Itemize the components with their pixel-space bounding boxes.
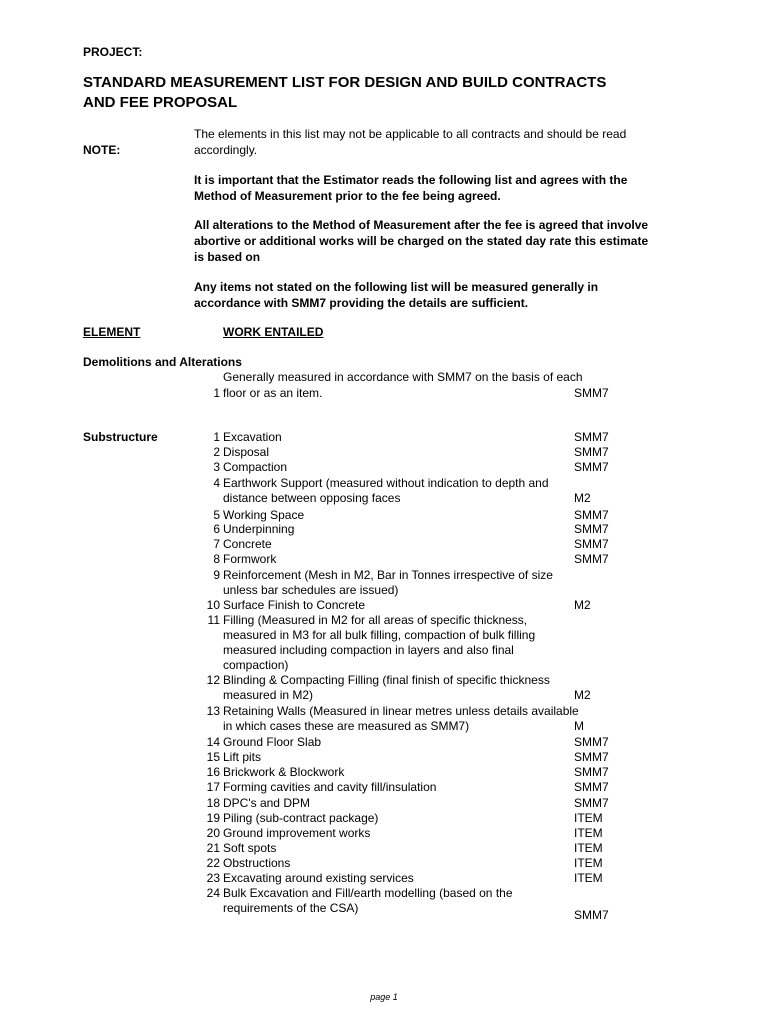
substructure-item-number: 14	[206, 735, 220, 749]
substructure-item-number: 3	[213, 460, 220, 474]
substructure-item-text: Surface Finish to Concrete	[223, 598, 366, 612]
substructure-item-number: 23	[206, 871, 220, 885]
substructure-item-unit: M2	[574, 688, 591, 702]
column-heading-element: ELEMENT	[83, 325, 141, 339]
substructure-item-text: Excavating around existing services	[223, 871, 414, 885]
substructure-item-text: Bulk Excavation and Fill/earth modelling (based on the	[223, 886, 513, 900]
substructure-item-unit: SMM7	[574, 735, 609, 749]
substructure-item-number: 6	[213, 522, 220, 536]
substructure-item-unit: M	[574, 719, 584, 733]
substructure-item-unit: SMM7	[574, 522, 609, 536]
note-paragraph-3: All alterations to the Method of Measurement after the fee is agreed that involve abortive or additional works will be charged on the stated day rate this estimate is based on	[194, 218, 649, 264]
document-title-line-1: STANDARD MEASUREMENT LIST FOR DESIGN AND BUILD CONTRACTS	[83, 74, 607, 91]
substructure-item-number: 20	[206, 826, 220, 840]
demolitions-item-number: 1	[213, 386, 220, 400]
substructure-item-number: 24	[206, 886, 220, 900]
substructure-item-unit: SMM7	[574, 537, 609, 551]
section-heading-demolitions: Demolitions and Alterations	[83, 355, 242, 369]
page-number: page 1	[370, 992, 398, 1002]
note-paragraph-1: The elements in this list may not be applicable to all contracts and should be read accordingly.	[194, 127, 627, 157]
substructure-item-text: Underpinning	[223, 522, 295, 536]
substructure-item-number: 7	[213, 537, 220, 551]
substructure-item-text: Disposal	[223, 445, 270, 459]
substructure-item-unit: ITEM	[574, 811, 603, 825]
substructure-item-unit: SMM7	[574, 750, 609, 764]
demolitions-item-line-1: Generally measured in accordance with SMM7 on the basis of each	[223, 370, 583, 384]
section-heading-substructure: Substructure	[83, 430, 158, 444]
substructure-item-unit: SMM7	[574, 908, 609, 922]
substructure-item-text: Formwork	[223, 552, 277, 566]
substructure-item-number: 4	[213, 476, 220, 490]
substructure-item-number: 18	[206, 796, 220, 810]
substructure-item-text: Ground Floor Slab	[223, 735, 322, 749]
note-label: NOTE:	[83, 143, 121, 157]
substructure-item-number: 19	[206, 811, 220, 825]
substructure-item-text: unless bar schedules are issued)	[223, 583, 399, 597]
substructure-item-unit: ITEM	[574, 856, 603, 870]
substructure-item-unit: SMM7	[574, 508, 609, 522]
substructure-item-text: measured in M3 for all bulk filling, compaction of bulk filling	[223, 628, 536, 642]
substructure-item-number: 12	[206, 673, 220, 687]
substructure-item-unit: ITEM	[574, 871, 603, 885]
demolitions-item-unit: SMM7	[574, 386, 609, 400]
substructure-item-number: 21	[206, 841, 220, 855]
substructure-item-unit: ITEM	[574, 841, 603, 855]
substructure-item-text: requirements of the CSA)	[223, 901, 359, 915]
substructure-item-text: Lift pits	[223, 750, 262, 764]
substructure-item-unit: SMM7	[574, 765, 609, 779]
substructure-item-number: 22	[206, 856, 220, 870]
substructure-item-number: 17	[206, 780, 220, 794]
substructure-item-text: Retaining Walls (Measured in linear metres unless details available	[223, 704, 579, 718]
substructure-item-text: Obstructions	[223, 856, 291, 870]
substructure-item-number: 5	[213, 508, 220, 522]
substructure-item-text: Filling (Measured in M2 for all areas of specific thickness,	[223, 613, 528, 627]
substructure-item-number: 8	[213, 552, 220, 566]
substructure-item-unit: SMM7	[574, 445, 609, 459]
substructure-item-text: Blinding & Compacting Filling (final finish of specific thickness	[223, 673, 550, 687]
document-title-line-2: AND FEE PROPOSAL	[83, 94, 238, 111]
substructure-item-text: Forming cavities and cavity fill/insulation	[223, 780, 437, 794]
substructure-item-text: DPC's and DPM	[223, 796, 310, 810]
substructure-item-text: Soft spots	[223, 841, 277, 855]
substructure-item-text: Working Space	[223, 508, 305, 522]
substructure-item-text: Earthwork Support (measured without indication to depth and	[223, 476, 549, 490]
substructure-item-text: Concrete	[223, 537, 272, 551]
substructure-item-unit: M2	[574, 491, 591, 505]
substructure-item-number: 2	[213, 445, 220, 459]
substructure-item-text: Piling (sub-contract package)	[223, 811, 379, 825]
substructure-item-unit: SMM7	[574, 796, 609, 810]
substructure-item-text: measured including compaction in layers and also final	[223, 643, 514, 657]
substructure-item-number: 10	[206, 598, 220, 612]
project-label: PROJECT:	[83, 45, 143, 59]
substructure-item-unit: SMM7	[574, 552, 609, 566]
substructure-item-text: measured in M2)	[223, 688, 314, 702]
substructure-item-unit: SMM7	[574, 460, 609, 474]
substructure-item-number: 11	[207, 613, 220, 627]
column-heading-work-entailed: WORK ENTAILED	[223, 325, 324, 339]
substructure-item-text: Reinforcement (Mesh in M2, Bar in Tonnes irrespective of size	[223, 568, 553, 582]
substructure-item-number: 15	[206, 750, 220, 764]
substructure-item-text: distance between opposing faces	[223, 491, 401, 505]
demolitions-item-line-2: floor or as an item.	[223, 386, 323, 400]
substructure-item-text: Compaction	[223, 460, 288, 474]
note-paragraph-2: It is important that the Estimator reads the following list and agrees with the Method of Measurement prior to the fee being agreed.	[194, 173, 628, 203]
substructure-item-number: 13	[206, 704, 220, 718]
substructure-item-text: compaction)	[223, 658, 289, 672]
substructure-item-text: Ground improvement works	[223, 826, 371, 840]
substructure-item-unit: ITEM	[574, 826, 603, 840]
substructure-item-number: 9	[213, 568, 220, 582]
substructure-item-number: 16	[206, 765, 220, 779]
substructure-item-unit: SMM7	[574, 430, 609, 444]
substructure-item-number: 1	[213, 430, 220, 444]
substructure-item-unit: SMM7	[574, 780, 609, 794]
substructure-item-unit: M2	[574, 598, 591, 612]
substructure-item-text: Excavation	[223, 430, 282, 444]
substructure-item-text: in which cases these are measured as SMM7)	[223, 719, 470, 733]
note-paragraph-4: Any items not stated on the following list will be measured generally in accordance with SMM7 providing the details are sufficient.	[194, 280, 599, 310]
substructure-item-text: Brickwork & Blockwork	[223, 765, 345, 779]
